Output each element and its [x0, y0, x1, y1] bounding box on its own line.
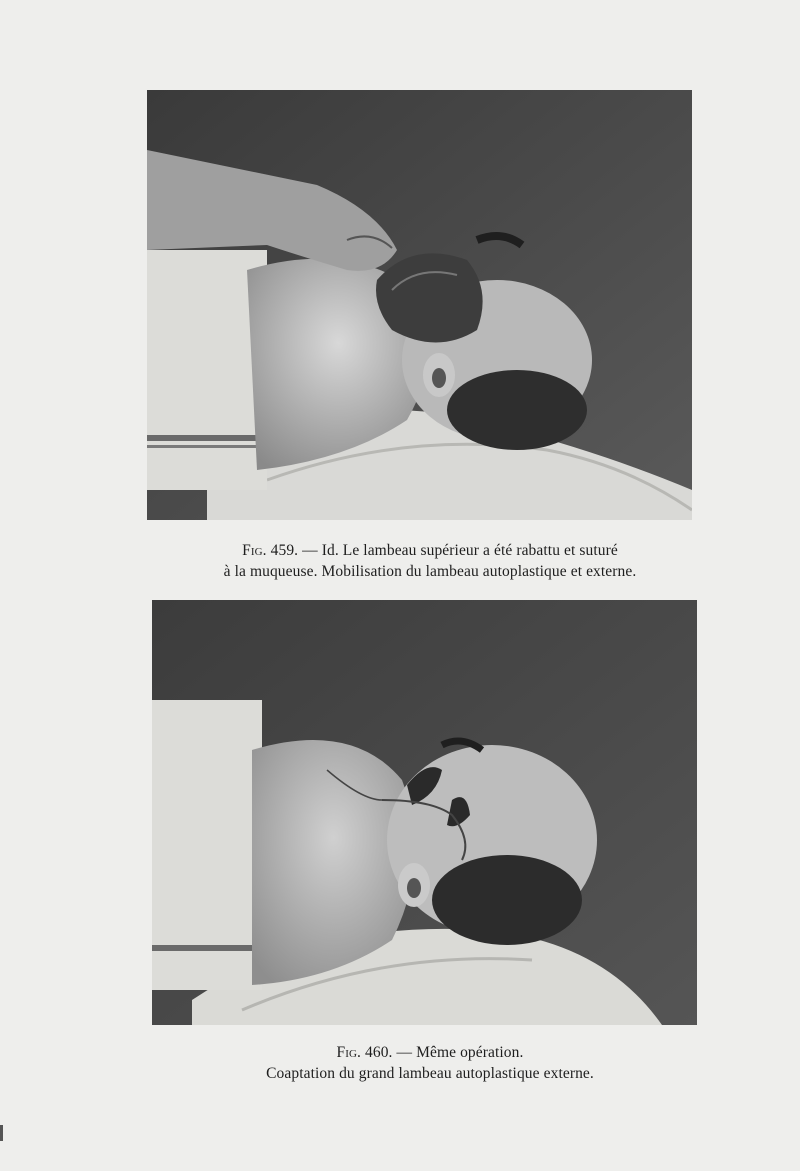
figure-459-photo	[147, 90, 692, 520]
figure-number: 460.	[365, 1044, 393, 1061]
figure-460-caption	[150, 1042, 710, 1084]
caption-text: — Id. Le lambeau supérieur a été rabattu et suturé	[302, 542, 618, 559]
figure-number: 459.	[270, 542, 299, 559]
surgical-photo-illustration	[147, 90, 692, 520]
figure-label: Fig.	[336, 1044, 362, 1061]
surgical-photo-illustration	[152, 600, 697, 1025]
figure-460-caption-line-2: Coaptation du grand lambeau autoplastique externe.	[266, 1065, 594, 1082]
figure-460-photo	[152, 600, 697, 1025]
figure-label: Fig.	[242, 542, 267, 559]
figure-459-caption-line-2: à la muqueuse. Mobilisation du lambeau autoplastique et externe.	[223, 563, 637, 580]
page-edge-mark	[0, 1125, 3, 1141]
figure-460-caption-line-1	[150, 1042, 710, 1063]
figure-459-caption	[150, 540, 710, 582]
caption-text: — Même opération.	[396, 1044, 524, 1061]
figure-459-caption-line-1	[150, 540, 710, 561]
